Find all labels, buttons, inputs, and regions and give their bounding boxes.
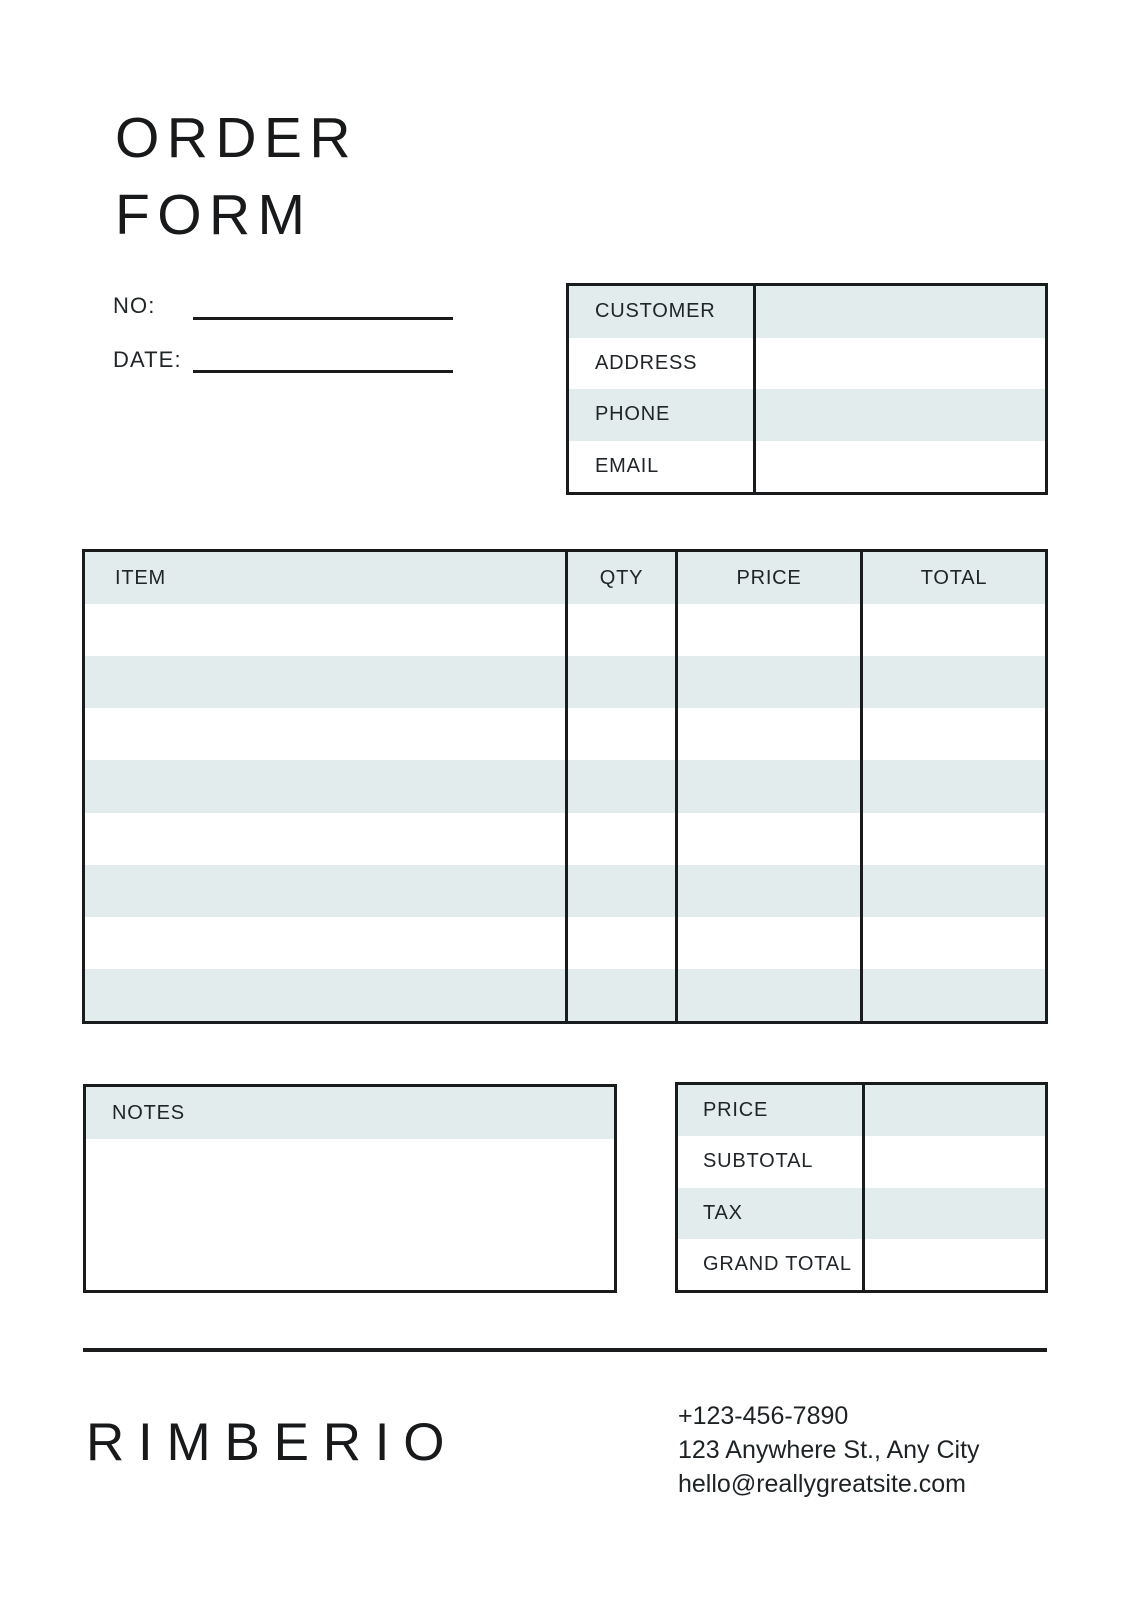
footer-divider bbox=[83, 1348, 1047, 1352]
total-column-header: TOTAL bbox=[860, 552, 1045, 604]
customer-value-field[interactable] bbox=[753, 286, 1045, 338]
total-field[interactable] bbox=[860, 656, 1045, 708]
qty-field[interactable] bbox=[565, 604, 675, 656]
total-field[interactable] bbox=[860, 604, 1045, 656]
item-field[interactable] bbox=[85, 656, 565, 708]
tax-label: TAX bbox=[703, 1201, 743, 1224]
phone-value-field[interactable] bbox=[753, 389, 1045, 441]
table-row bbox=[85, 813, 1045, 865]
table-row bbox=[678, 1239, 1045, 1290]
item-field[interactable] bbox=[85, 813, 565, 865]
grand-total-field[interactable] bbox=[862, 1239, 1045, 1290]
item-field[interactable] bbox=[85, 760, 565, 812]
qty-field[interactable] bbox=[565, 969, 675, 1021]
table-row bbox=[569, 286, 1045, 338]
table-row bbox=[569, 441, 1045, 493]
subtotal-field[interactable] bbox=[862, 1136, 1045, 1187]
grand-total-label: GRAND TOTAL bbox=[703, 1252, 852, 1275]
email-value-field[interactable] bbox=[753, 441, 1045, 493]
price-field[interactable] bbox=[675, 969, 860, 1021]
total-field[interactable] bbox=[860, 708, 1045, 760]
brand-logo: RIMBERIO bbox=[86, 1413, 459, 1472]
phone-label: PHONE bbox=[595, 403, 671, 426]
table-row bbox=[678, 1188, 1045, 1239]
item-field[interactable] bbox=[85, 865, 565, 917]
order-number-field[interactable] bbox=[193, 317, 453, 320]
table-row bbox=[85, 969, 1045, 1021]
email-label: EMAIL bbox=[595, 454, 660, 477]
price-field[interactable] bbox=[675, 865, 860, 917]
table-row bbox=[569, 338, 1045, 390]
qty-field[interactable] bbox=[565, 813, 675, 865]
tax-field[interactable] bbox=[862, 1188, 1045, 1239]
table-row bbox=[85, 604, 1045, 656]
item-field[interactable] bbox=[85, 708, 565, 760]
qty-field[interactable] bbox=[565, 760, 675, 812]
table-row bbox=[85, 708, 1045, 760]
subtotal-label: SUBTOTAL bbox=[703, 1150, 814, 1173]
item-field[interactable] bbox=[85, 604, 565, 656]
table-row bbox=[85, 656, 1045, 708]
contact-address: 123 Anywhere St., Any City bbox=[678, 1436, 980, 1464]
items-header-row bbox=[85, 552, 1045, 604]
contact-email: hello@reallygreatsite.com bbox=[678, 1470, 967, 1498]
price-field[interactable] bbox=[675, 656, 860, 708]
item-column-header: ITEM bbox=[115, 566, 166, 589]
price-field[interactable] bbox=[675, 813, 860, 865]
page-title bbox=[115, 100, 358, 254]
address-value-field[interactable] bbox=[753, 338, 1045, 390]
item-field[interactable] bbox=[85, 917, 565, 969]
order-date-label: DATE: bbox=[113, 347, 182, 372]
price-field[interactable] bbox=[675, 760, 860, 812]
order-number-label: NO: bbox=[113, 293, 156, 318]
summary-price-field[interactable] bbox=[862, 1085, 1045, 1136]
table-row bbox=[569, 389, 1045, 441]
address-label: ADDRESS bbox=[595, 351, 698, 374]
notes-field[interactable] bbox=[86, 1139, 614, 1290]
total-field[interactable] bbox=[860, 917, 1045, 969]
page-title-line2: FORM bbox=[115, 183, 313, 247]
summary-table bbox=[675, 1082, 1048, 1293]
price-field[interactable] bbox=[675, 604, 860, 656]
page-title-line1: ORDER bbox=[115, 106, 358, 170]
total-field[interactable] bbox=[860, 865, 1045, 917]
notes-box bbox=[83, 1084, 617, 1293]
total-field[interactable] bbox=[860, 813, 1045, 865]
table-row bbox=[85, 865, 1045, 917]
price-column-header: PRICE bbox=[675, 552, 860, 604]
item-field[interactable] bbox=[85, 969, 565, 1021]
table-row bbox=[678, 1136, 1045, 1187]
total-field[interactable] bbox=[860, 760, 1045, 812]
total-field[interactable] bbox=[860, 969, 1045, 1021]
summary-price-label: PRICE bbox=[703, 1099, 769, 1122]
notes-label: NOTES bbox=[86, 1087, 614, 1139]
customer-info-table bbox=[566, 283, 1048, 495]
table-row bbox=[85, 917, 1045, 969]
qty-field[interactable] bbox=[565, 708, 675, 760]
customer-label: CUSTOMER bbox=[595, 300, 716, 323]
price-field[interactable] bbox=[675, 917, 860, 969]
table-row bbox=[678, 1085, 1045, 1136]
qty-field[interactable] bbox=[565, 656, 675, 708]
qty-column-header: QTY bbox=[565, 552, 675, 604]
order-date-field[interactable] bbox=[193, 370, 453, 373]
price-field[interactable] bbox=[675, 708, 860, 760]
contact-info bbox=[678, 1399, 980, 1501]
qty-field[interactable] bbox=[565, 865, 675, 917]
items-table bbox=[82, 549, 1048, 1024]
contact-phone: +123-456-7890 bbox=[678, 1402, 849, 1430]
table-row bbox=[85, 760, 1045, 812]
qty-field[interactable] bbox=[565, 917, 675, 969]
